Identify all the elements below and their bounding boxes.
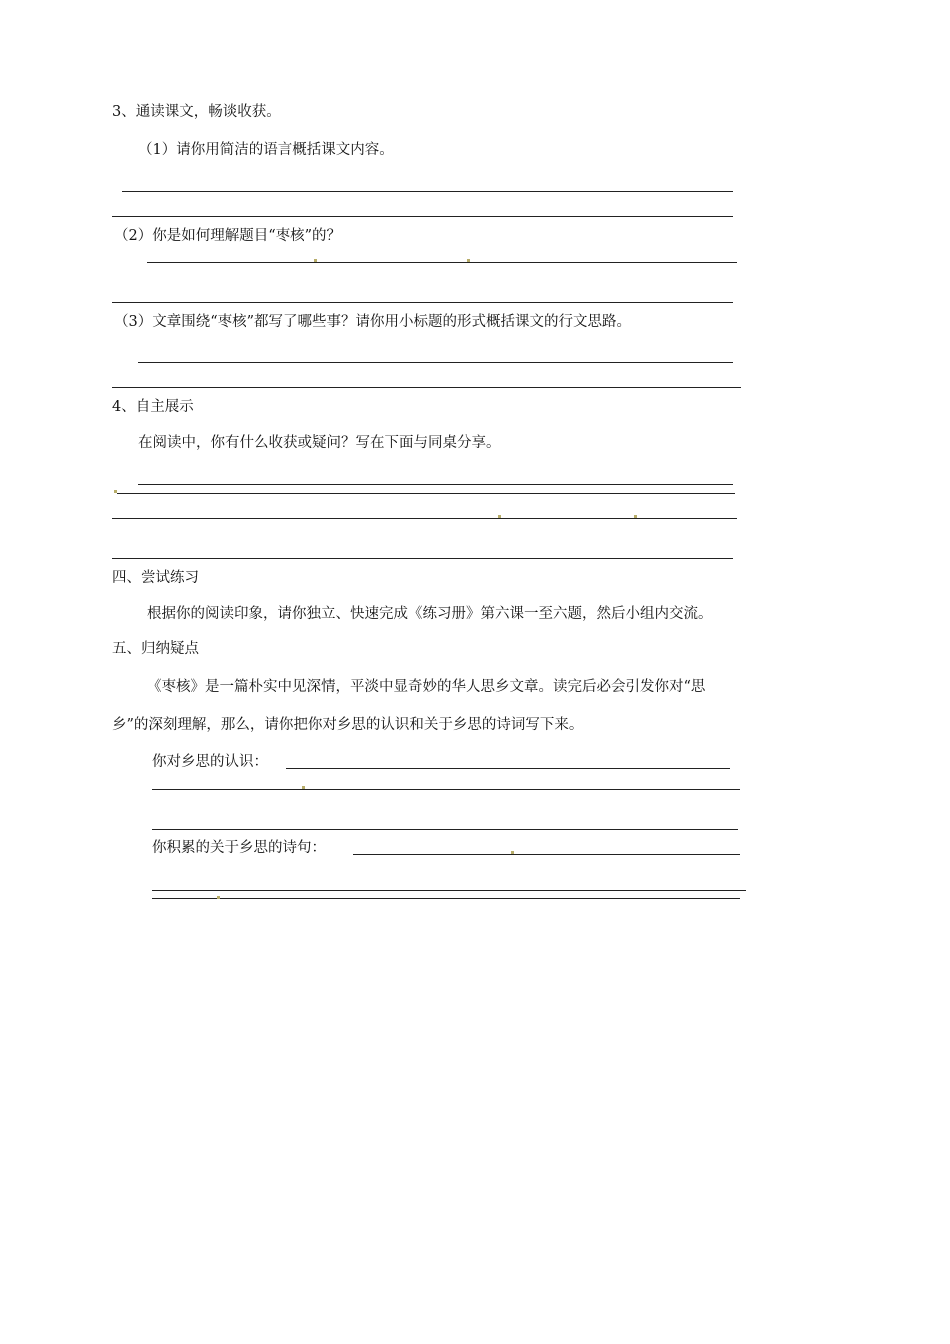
answer-line[interactable] — [152, 829, 738, 830]
answer-line[interactable] — [147, 262, 737, 263]
marker-dot — [314, 259, 317, 262]
question-2: （2）你是如何理解题目“枣核”的？ — [114, 228, 342, 244]
practice-text: 根据你的阅读印象，请你独立、快速完成《练习册》第六课一至六题，然后小组内交流。 — [147, 606, 713, 622]
answer-line[interactable] — [112, 387, 741, 388]
answer-line[interactable] — [152, 898, 740, 899]
practice-title: 四、尝试练习 — [112, 570, 199, 586]
marker-dot — [467, 259, 470, 262]
section-3-title: 3、通读课文，畅谈收获。 — [112, 104, 281, 120]
answer-line[interactable] — [152, 789, 740, 790]
marker-dot — [302, 786, 305, 789]
summary-paragraph-line2: 乡”的深刻理解，那么，请你把你对乡思的认识和关于乡思的诗词写下来。 — [112, 717, 584, 733]
section-4-title: 4、自主展示 — [112, 399, 194, 415]
poems-input-line[interactable] — [353, 854, 740, 855]
answer-line[interactable] — [152, 890, 746, 891]
question-1: （1）请你用简洁的语言概括课文内容。 — [138, 142, 394, 158]
marker-dot — [511, 851, 514, 854]
answer-line[interactable] — [117, 493, 735, 494]
section-4-prompt: 在阅读中，你有什么收获或疑问？写在下面与同桌分享。 — [138, 435, 501, 451]
answer-line[interactable] — [122, 191, 733, 192]
summary-title: 五、归纳疑点 — [112, 641, 199, 657]
answer-line[interactable] — [138, 484, 733, 485]
poems-label: 你积累的关于乡思的诗句： — [152, 840, 326, 856]
question-3: （3）文章围绕“枣核”都写了哪些事？请你用小标题的形式概括课文的行文思路。 — [114, 314, 632, 330]
answer-line[interactable] — [112, 558, 733, 559]
marker-dot — [498, 515, 501, 518]
answer-line[interactable] — [138, 362, 733, 363]
marker-dot — [634, 515, 637, 518]
answer-line[interactable] — [112, 302, 733, 303]
summary-paragraph-line1: 《枣核》是一篇朴实中见深情，平淡中显奇妙的华人思乡文章。读完后必会引发你对“思 — [147, 679, 706, 695]
answer-line[interactable] — [112, 518, 737, 519]
answer-line[interactable] — [112, 216, 733, 217]
understanding-label: 你对乡思的认识： — [152, 754, 268, 770]
understanding-input-line[interactable] — [286, 768, 730, 769]
marker-dot — [217, 896, 220, 899]
